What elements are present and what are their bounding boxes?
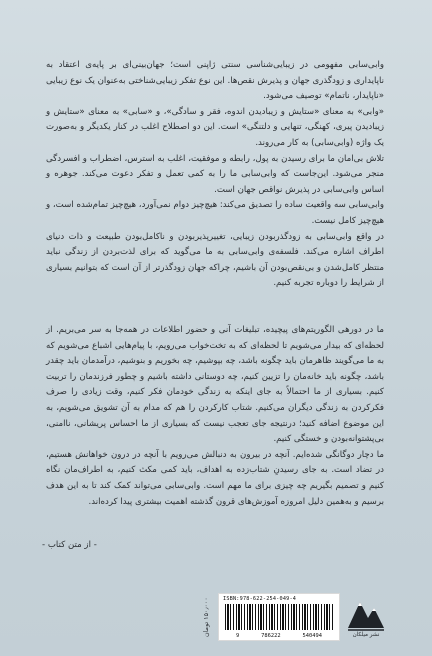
publisher-name: نشر میلکان [352, 632, 380, 638]
paragraph: تلاش بی‌امان ما برای رسیدن به پول، رابطه و موفقیت، اغلب به استرس، اضطراب و افسردگی منجر می‌شود. این‌جاست که وابی‌سابی ما را به کمی تعمل و تفکر دعوت می‌کند. جوهره و اساس وابی‌سابی در پذیرش نواقص جهان است. [46, 153, 384, 195]
isbn-label: ISBN:978-622-254-049-4 [223, 596, 297, 602]
barcode-digit-group: 9 [235, 633, 240, 639]
description-block-bottom [46, 323, 384, 510]
paragraph: در واقع وابی‌سابی به زودگذربودن زیبایی، تغییرپذیربودن و ناکامل‌بودن طبیعت و ذات دنیای اطراف اشاره می‌کند. فلسفه‌ی وابی‌سابی به ما می‌گوید که برای لذت‌بردن از زندگی نباید منتظر کامل‌شدن و بی‌نقص‌بودن آن باشیم، چراکه جهان زودگذرتر از آن است که بتوانیم بسیاری از شرایط را دوباره تجربه کنیم. [46, 231, 384, 289]
barcode [218, 593, 340, 641]
paragraph: وابی‌سابی مفهومی در زیبایی‌شناسی سنتی ژاپنی است؛ جهان‌بینی‌ای بر پایه‌ی اعتقاد به ناپایداری و زودگذری جهان و پذیرش نقص‌ها. این نوع تفکر زیبایی‌شناختی به‌عنوان یک نوع زیبایی «ناپایدار، ناتمام» توصیف می‌شود. [46, 60, 384, 102]
paragraph: ما دچار دوگانگی شده‌ایم. آنچه در بیرون به دنبالش می‌رویم با آنچه در درون خواهانش هستیم، در تضاد است. به جای رسیدنِ شتاب‌زده به اهداف، باید کمی مکث کنیم، به اطراف‌مان نگاه کنیم و تصمیم بگیریم چه چیزی برای ما مهم است. وابی‌سابی می‌تواند کمک کند تا به این هدف برسیم و به‌همین دلیل امروزه آموزش‌های قرون گذشته اهمیت بیشتری پیدا کرده‌اند. [46, 449, 384, 507]
paragraph: «وابی» به معنای «ستایش و زیبادیدن اندوه، فقر و سادگی»، و «سابی» به معنای «ستایش و زیبادیدن پیری، کهنگی، تنهایی و دلتنگی» است. این دو اصطلاح اغلب در کنار یکدیگر و به‌صورت یک واژه (وابی‌سابی) به کار می‌روند. [46, 106, 384, 148]
publisher-logo-icon [346, 592, 386, 636]
paragraph: وابی‌سابی سه واقعیت ساده را تصدیق می‌کند: هیچ‌چیز دوام نمی‌آورد، هیچ‌چیز تمام‌شده است، و هیچ‌چیز کامل نیست. [46, 200, 384, 226]
price-label: ۱۵۰٫۰۰۰ تومان [202, 597, 210, 637]
barcode-digit-group: 540494 [302, 633, 323, 639]
barcode-bars [225, 604, 333, 630]
barcode-digit-group: 786222 [261, 633, 281, 639]
description-block-top [46, 58, 384, 292]
barcode-digits [225, 633, 333, 639]
attribution: - از متن کتاب - [42, 540, 97, 550]
paragraph: ما در دورهی الگوریتم‌های پیچیده، تبلیغات آنی و حضور اطلاعات در همه‌جا به سر می‌بریم. از لحظه‌ای که بیدار می‌شویم تا لحظه‌ای که به تخت‌خواب می‌رویم، با پیام‌هایی اشباع می‌شویم که به ما می‌گویند ظاهرمان باید چگونه باشد، چه بپوشیم، چه بخوریم و بنوشیم، درآمدمان باید چقدر باشد، چگونه باید خانه‌مان را تزیین کنیم، چه دوستانی داشته باشیم و چطور فرزندمان را تربیت کنیم. بسیاری از ما احتمالاً به جای اینکه به زندگی خودمان فکر کنیم، وقت زیادی را صرف فکرکردن به زندگی دیگران می‌کنیم. شتاب کارکردن را هم که مدام به آن تشویق می‌شویم، به این موضوع اضافه کنید؛ درنتیجه جای تعجب نیست که بسیاری از ما احساس پریشانی، ناامنی، بی‌پشتوانه‌بودن و خستگی کنیم. [46, 325, 384, 445]
